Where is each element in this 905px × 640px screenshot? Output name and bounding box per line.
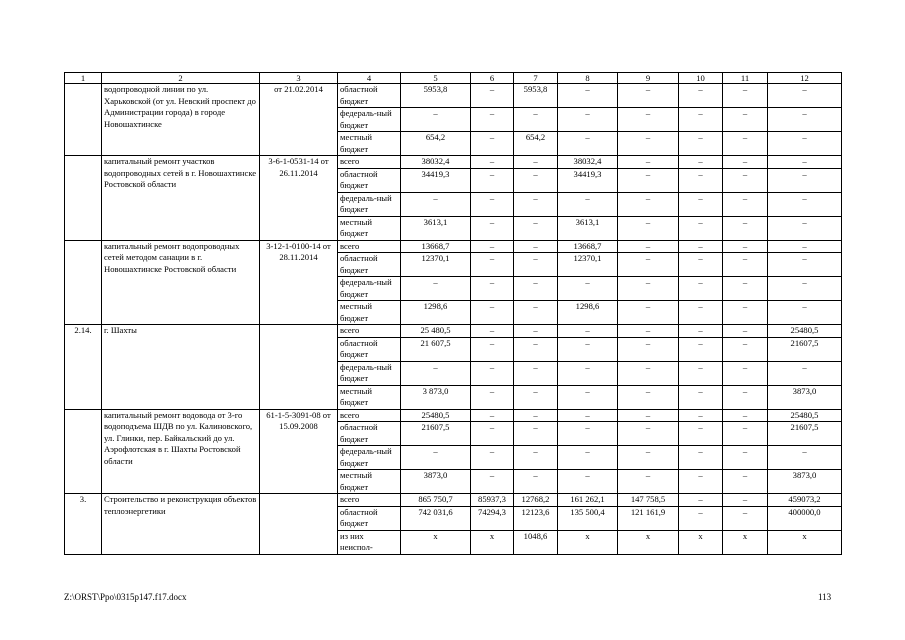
amount-cell: – [723,422,768,446]
item-number: 3. [65,494,102,555]
amount-cell: 121 161,9 [618,506,679,530]
document-reference: 3-6-1-0531-14 от 26.11.2014 [260,156,338,241]
amount-cell: – [514,409,558,422]
amount-cell: – [558,277,618,301]
document-reference: от 21.02.2014 [260,84,338,156]
object-name: Строительство и реконструкция объектов теплоэнергетики [102,494,260,555]
amount-cell: – [514,385,558,409]
table-row [65,84,842,108]
amount-cell: – [768,253,842,277]
amount-cell: – [514,301,558,325]
amount-cell: – [768,108,842,132]
amount-cell: – [768,361,842,385]
amount-cell: – [723,470,768,494]
amount-cell: – [558,84,618,108]
funding-source-label: областной бюджет [338,422,401,446]
amount-cell: – [471,446,514,470]
amount-cell: – [723,446,768,470]
amount-cell: х [723,530,768,554]
funding-source-label: областной бюджет [338,253,401,277]
amount-cell: х [679,530,723,554]
amount-cell: 34419,3 [401,168,471,192]
document-reference [260,325,338,410]
amount-cell: 3873,0 [768,385,842,409]
amount-cell: – [558,325,618,338]
amount-cell: – [768,168,842,192]
amount-cell: 25480,5 [768,325,842,338]
amount-cell: – [723,132,768,156]
funding-source-label: из них неиспол- [338,530,401,554]
amount-cell: – [768,277,842,301]
amount-cell: х [471,530,514,554]
amount-cell: – [514,337,558,361]
amount-cell: – [618,337,679,361]
amount-cell: – [768,301,842,325]
amount-cell: х [618,530,679,554]
amount-cell: – [558,385,618,409]
amount-cell: – [471,240,514,253]
amount-cell: 21607,5 [401,422,471,446]
table-row [65,494,842,507]
amount-cell: – [401,277,471,301]
funding-source-label: федераль-ный бюджет [338,361,401,385]
amount-cell: – [679,325,723,338]
amount-cell: 12768,2 [514,494,558,507]
amount-cell: 5953,8 [401,84,471,108]
amount-cell: – [618,422,679,446]
amount-cell: – [471,168,514,192]
amount-cell: – [558,470,618,494]
amount-cell: – [723,337,768,361]
amount-cell: – [679,446,723,470]
amount-cell: – [679,470,723,494]
column-header: 6 [471,73,514,84]
amount-cell: 654,2 [401,132,471,156]
amount-cell: 3613,1 [558,216,618,240]
footer-file-path: Z:\ORST\Ppo\0315p147.f17.docx [64,592,187,602]
amount-cell: – [679,337,723,361]
amount-cell: – [558,422,618,446]
funding-source-label: всего [338,156,401,169]
amount-cell: – [514,470,558,494]
funding-source-label: областной бюджет [338,337,401,361]
amount-cell: – [558,108,618,132]
amount-cell: – [618,361,679,385]
document-reference: 3-12-1-0100-14 от 28.11.2014 [260,240,338,325]
funding-source-label: областной бюджет [338,506,401,530]
amount-cell: 3613,1 [401,216,471,240]
object-name: капитальный ремонт участков водопроводных сетей в г. Новошахтинске Ростовской области [102,156,260,241]
amount-cell: – [558,409,618,422]
table-row [65,156,842,169]
amount-cell: – [618,277,679,301]
amount-cell: 25480,5 [401,409,471,422]
amount-cell: – [618,301,679,325]
amount-cell: – [679,156,723,169]
amount-cell: – [768,156,842,169]
funding-source-label: всего [338,409,401,422]
amount-cell: – [768,216,842,240]
item-number [65,240,102,325]
amount-cell: 459073,2 [768,494,842,507]
amount-cell: 38032,4 [401,156,471,169]
amount-cell: – [723,361,768,385]
funding-source-label: федераль-ный бюджет [338,446,401,470]
amount-cell: – [514,325,558,338]
funding-source-label: федераль-ный бюджет [338,192,401,216]
column-header-row [65,73,842,84]
amount-cell: – [679,506,723,530]
table-row [65,325,842,338]
amount-cell: 147 758,5 [618,494,679,507]
column-header: 8 [558,73,618,84]
amount-cell: 161 262,1 [558,494,618,507]
amount-cell: – [723,192,768,216]
amount-cell: – [471,470,514,494]
amount-cell: – [768,132,842,156]
amount-cell: – [618,192,679,216]
amount-cell: 654,2 [514,132,558,156]
amount-cell: – [471,361,514,385]
amount-cell: – [723,240,768,253]
amount-cell: – [679,216,723,240]
amount-cell: – [723,108,768,132]
object-name: водопроводной линии по ул. Харьковской (от ул. Невский проспект до Администрации города) в городе Новошахтинске [102,84,260,156]
amount-cell: х [401,530,471,554]
amount-cell: 135 500,4 [558,506,618,530]
column-header: 5 [401,73,471,84]
amount-cell: – [679,84,723,108]
amount-cell: 25480,5 [768,409,842,422]
amount-cell: х [768,530,842,554]
amount-cell: – [471,337,514,361]
item-number [65,84,102,156]
amount-cell: – [768,446,842,470]
amount-cell: 3873,0 [768,470,842,494]
amount-cell: – [514,253,558,277]
amount-cell: – [618,240,679,253]
column-header: 2 [102,73,260,84]
amount-cell: – [618,253,679,277]
amount-cell: – [723,84,768,108]
budget-table [64,72,842,555]
amount-cell: – [768,192,842,216]
amount-cell: – [679,240,723,253]
funding-source-label: федераль-ный бюджет [338,277,401,301]
amount-cell: – [618,409,679,422]
amount-cell: 400000,0 [768,506,842,530]
funding-source-label: всего [338,494,401,507]
amount-cell: 13668,7 [401,240,471,253]
object-name: капитальный ремонт водопроводных сетей методом санации в г. Новошахтинске Ростовской области [102,240,260,325]
table-row [65,409,842,422]
amount-cell: – [514,277,558,301]
amount-cell: – [679,277,723,301]
funding-source-label: местный бюджет [338,470,401,494]
amount-cell: – [723,494,768,507]
amount-cell: 21607,5 [768,422,842,446]
amount-cell: – [723,216,768,240]
amount-cell: – [723,325,768,338]
table-row [65,240,842,253]
amount-cell: – [679,385,723,409]
amount-cell: – [558,361,618,385]
object-name: г. Шахты [102,325,260,410]
amount-cell: – [514,361,558,385]
amount-cell: – [401,108,471,132]
amount-cell: 12123,6 [514,506,558,530]
amount-cell: – [679,108,723,132]
amount-cell: – [679,494,723,507]
amount-cell: – [471,156,514,169]
column-header: 4 [338,73,401,84]
amount-cell: – [679,253,723,277]
column-header: 10 [679,73,723,84]
funding-source-label: местный бюджет [338,385,401,409]
amount-cell: – [618,108,679,132]
amount-cell: – [618,470,679,494]
amount-cell: – [471,277,514,301]
amount-cell: 1048,6 [514,530,558,554]
funding-source-label: областной бюджет [338,84,401,108]
amount-cell: – [471,84,514,108]
amount-cell: – [723,277,768,301]
amount-cell: 12370,1 [558,253,618,277]
amount-cell: – [514,422,558,446]
amount-cell: – [514,446,558,470]
object-name: капитальный ремонт водовода от 3-го водоподъема ШДВ по ул. Калиновского, ул. Глинки, пер. Байкальский до ул. Аэрофлотская в г. Шахты Ростовской области [102,409,260,494]
amount-cell: 3 873,0 [401,385,471,409]
amount-cell: – [618,156,679,169]
page-number: 113 [818,592,832,602]
amount-cell: – [618,385,679,409]
amount-cell: – [471,108,514,132]
amount-cell: – [558,446,618,470]
amount-cell: – [471,301,514,325]
funding-source-label: местный бюджет [338,216,401,240]
amount-cell: – [471,132,514,156]
amount-cell: – [471,409,514,422]
amount-cell: – [618,168,679,192]
amount-cell: – [679,422,723,446]
amount-cell: – [679,361,723,385]
amount-cell: – [679,168,723,192]
amount-cell: 3873,0 [401,470,471,494]
column-header: 11 [723,73,768,84]
item-number: 2.14. [65,325,102,410]
amount-cell: 865 750,7 [401,494,471,507]
amount-cell: 34419,3 [558,168,618,192]
column-header: 9 [618,73,679,84]
amount-cell: – [723,168,768,192]
amount-cell: – [618,446,679,470]
funding-source-label: местный бюджет [338,132,401,156]
amount-cell: – [679,409,723,422]
amount-cell: х [558,530,618,554]
amount-cell: – [514,192,558,216]
item-number [65,156,102,241]
amount-cell: – [618,132,679,156]
amount-cell: – [768,84,842,108]
amount-cell: – [471,385,514,409]
funding-source-label: федераль-ный бюджет [338,108,401,132]
column-header: 3 [260,73,338,84]
funding-source-label: местный бюджет [338,301,401,325]
amount-cell: – [618,325,679,338]
amount-cell: – [768,240,842,253]
amount-cell: – [401,192,471,216]
amount-cell: – [514,168,558,192]
amount-cell: 74294,3 [471,506,514,530]
column-header: 12 [768,73,842,84]
amount-cell: – [723,385,768,409]
amount-cell: – [723,301,768,325]
amount-cell: – [401,446,471,470]
amount-cell: – [558,337,618,361]
amount-cell: 1298,6 [558,301,618,325]
amount-cell: – [514,240,558,253]
amount-cell: – [618,84,679,108]
amount-cell: 12370,1 [401,253,471,277]
document-reference: 61-1-5-3091-08 от 15.09.2008 [260,409,338,494]
amount-cell: – [679,301,723,325]
amount-cell: 1298,6 [401,301,471,325]
amount-cell: – [471,422,514,446]
amount-cell: 38032,4 [558,156,618,169]
amount-cell: 742 031,6 [401,506,471,530]
amount-cell: – [618,216,679,240]
amount-cell: – [679,192,723,216]
amount-cell: – [558,192,618,216]
item-number [65,409,102,494]
amount-cell: – [723,156,768,169]
column-header: 7 [514,73,558,84]
amount-cell: – [514,156,558,169]
amount-cell: 21607,5 [768,337,842,361]
amount-cell: – [723,253,768,277]
amount-cell: – [401,361,471,385]
amount-cell: 5953,8 [514,84,558,108]
column-header: 1 [65,73,102,84]
funding-source-label: всего [338,325,401,338]
amount-cell: – [679,132,723,156]
amount-cell: 25 480,5 [401,325,471,338]
amount-cell: – [558,132,618,156]
amount-cell: 13668,7 [558,240,618,253]
funding-source-label: областной бюджет [338,168,401,192]
amount-cell: – [471,325,514,338]
amount-cell: 21 607,5 [401,337,471,361]
amount-cell: – [723,506,768,530]
amount-cell: – [514,216,558,240]
document-reference [260,494,338,555]
amount-cell: – [514,108,558,132]
amount-cell: – [723,409,768,422]
amount-cell: – [471,216,514,240]
amount-cell: 85937,3 [471,494,514,507]
amount-cell: – [471,253,514,277]
funding-source-label: всего [338,240,401,253]
amount-cell: – [471,192,514,216]
